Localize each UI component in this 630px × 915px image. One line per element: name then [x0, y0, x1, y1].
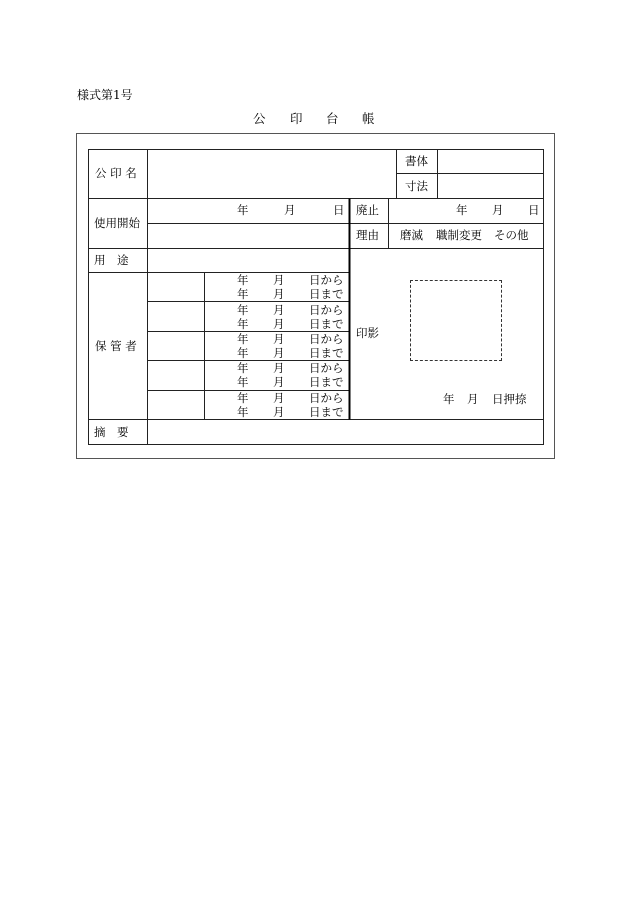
reason-option-other: その他 — [494, 228, 529, 242]
label-seal-impression: 印影 — [356, 326, 379, 340]
custody-to-day: 日まで — [309, 346, 344, 360]
custody-from-year: 年 — [237, 303, 249, 317]
start-month: 月 — [284, 203, 296, 217]
start-day: 日 — [333, 203, 345, 217]
custody-to-year: 年 — [237, 346, 249, 360]
custody-to-year: 年 — [237, 375, 249, 389]
custody-from-year: 年 — [237, 273, 249, 287]
custody-to-day: 日まで — [309, 317, 344, 331]
custody-to-day: 日まで — [309, 375, 344, 389]
custody-from-day: 日から — [309, 391, 344, 405]
custody-to-year: 年 — [237, 405, 249, 419]
custody-to-month: 月 — [273, 375, 285, 389]
label-dimensions: 寸法 — [405, 179, 428, 193]
custody-to-month: 月 — [273, 405, 285, 419]
custody-to-year: 年 — [237, 287, 249, 301]
label-reason: 理由 — [356, 228, 379, 242]
stamp-month: 月 — [467, 392, 479, 406]
custody-from-year: 年 — [237, 391, 249, 405]
custody-from-year: 年 — [237, 361, 249, 375]
custody-from-month: 月 — [273, 273, 285, 287]
form-number: 様式第1号 — [77, 88, 133, 102]
label-abolition: 廃止 — [356, 203, 379, 217]
custody-from-day: 日から — [309, 273, 344, 287]
stamp-day-label: 日押捺 — [492, 392, 527, 406]
reason-option-wear: 磨滅 — [400, 228, 423, 242]
custody-to-month: 月 — [273, 287, 285, 301]
label-summary: 摘 要 — [94, 425, 129, 439]
custody-from-day: 日から — [309, 332, 344, 346]
custody-from-month: 月 — [273, 303, 285, 317]
title-char: 台 — [326, 111, 339, 126]
custody-to-month: 月 — [273, 346, 285, 360]
custody-to-month: 月 — [273, 317, 285, 331]
stamp-year: 年 — [443, 392, 455, 406]
reason-option-reorganization: 職制変更 — [436, 228, 482, 242]
custody-to-day: 日まで — [309, 405, 344, 419]
start-year: 年 — [237, 203, 249, 217]
custody-to-day: 日まで — [309, 287, 344, 301]
label-purpose: 用 途 — [94, 253, 129, 267]
label-custodian: 保 管 者 — [95, 339, 137, 353]
abolition-day: 日 — [528, 203, 540, 217]
custody-from-day: 日から — [309, 303, 344, 317]
title-char: 帳 — [362, 111, 375, 126]
title-char: 印 — [290, 111, 303, 126]
title-char: 公 — [253, 111, 266, 126]
custody-from-day: 日から — [309, 361, 344, 375]
label-start-of-use: 使用開始 — [94, 216, 140, 230]
custody-from-year: 年 — [237, 332, 249, 346]
label-seal-name: 公 印 名 — [95, 166, 137, 180]
abolition-year: 年 — [456, 203, 468, 217]
seal-impression-box — [410, 280, 502, 361]
custody-to-year: 年 — [237, 317, 249, 331]
custody-from-month: 月 — [273, 332, 285, 346]
label-typeface: 書体 — [405, 154, 428, 168]
abolition-month: 月 — [492, 203, 504, 217]
custody-from-month: 月 — [273, 361, 285, 375]
custody-from-month: 月 — [273, 391, 285, 405]
